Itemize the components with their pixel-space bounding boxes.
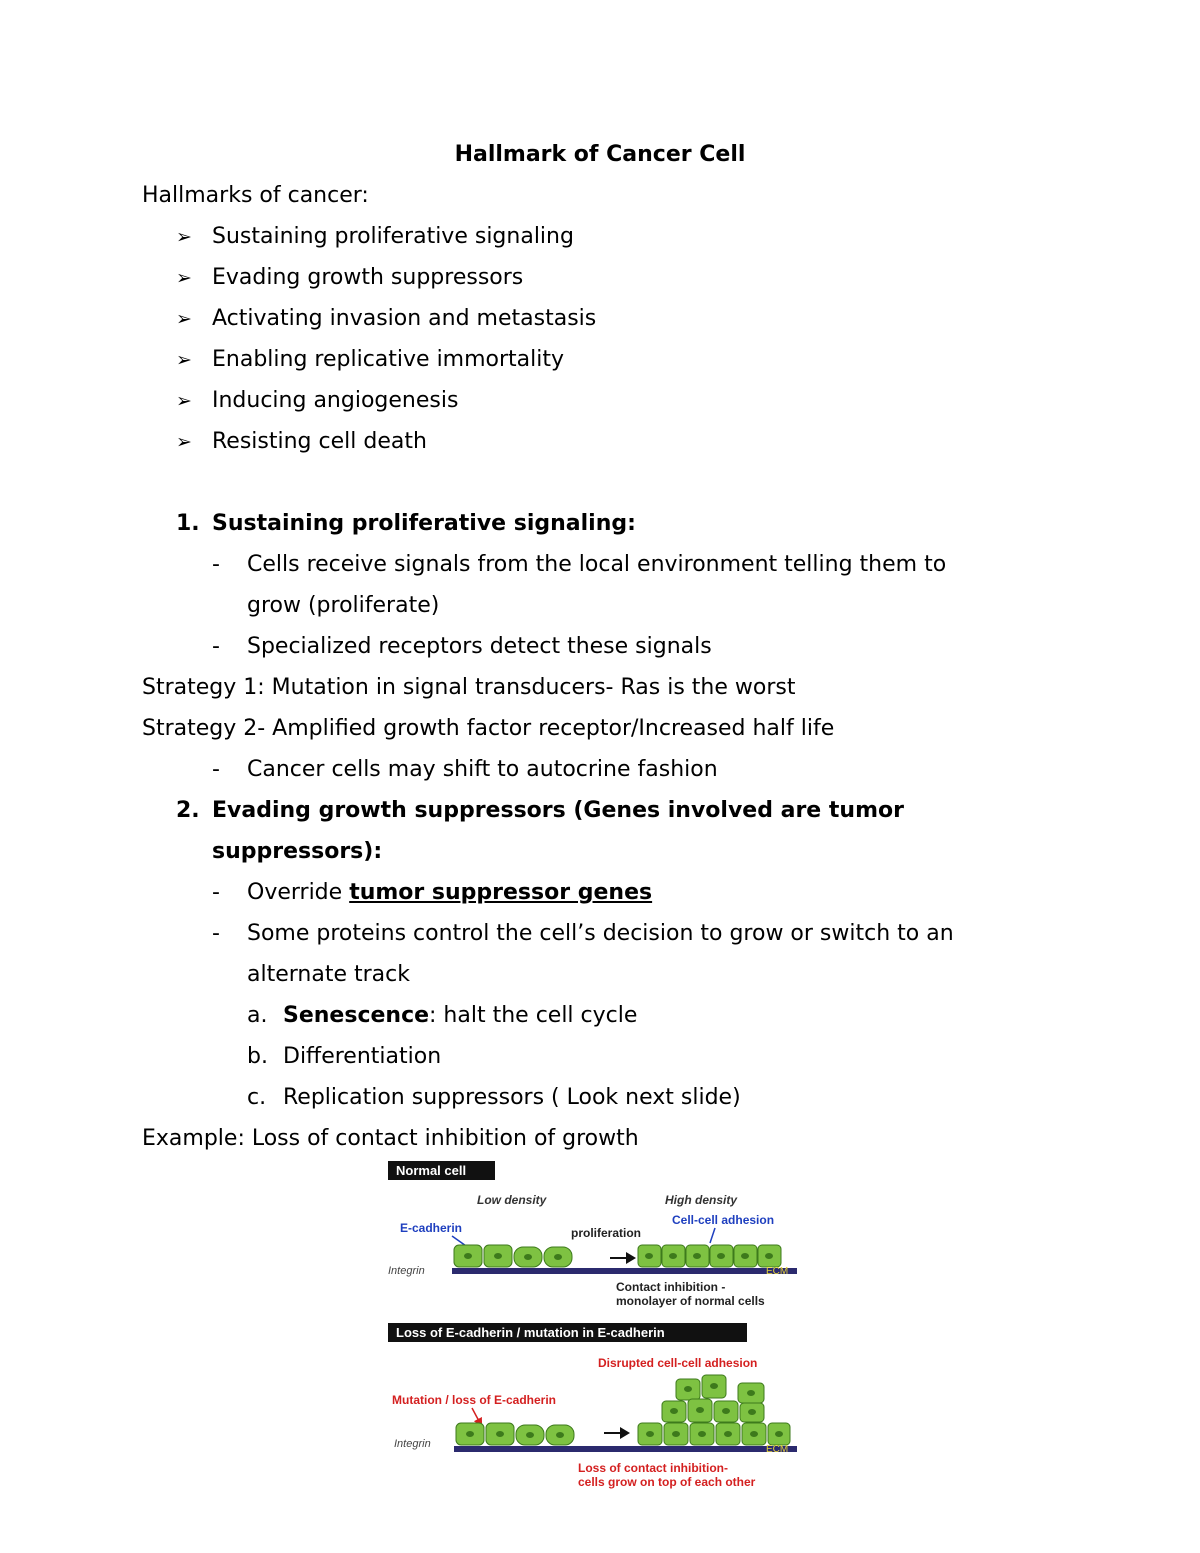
arrow-bullet-icon: ➢: [176, 431, 192, 453]
low-density-cells: [454, 1245, 572, 1267]
contact-inhibition-figure: [380, 1155, 810, 1495]
document-title: Hallmark of Cancer Cell: [454, 142, 746, 167]
loss-contact-line-1: Loss of contact inhibition-: [578, 1461, 728, 1475]
arrow-bullet-icon: ➢: [176, 349, 192, 371]
section-2-point-continued: alternate track: [247, 962, 410, 987]
tumor-suppressor-genes-term: tumor suppressor genes: [349, 880, 653, 905]
loss-contact-line-2: cells grow on top of each other: [578, 1475, 756, 1489]
ecm-bar: [452, 1268, 797, 1274]
section-1-point: Cells receive signals from the local environment telling them to: [247, 552, 947, 577]
strategy-2: Strategy 2- Amplified growth factor receptor/Increased half life: [142, 716, 835, 741]
growth-arrow-icon: [604, 1427, 630, 1439]
integrin-label: Integrin: [388, 1265, 425, 1277]
cell-cell-adhesion-label: Cell-cell adhesion: [672, 1213, 775, 1227]
arrow-bullet-icon: ➢: [176, 226, 192, 248]
hallmark-item: Activating invasion and metastasis: [212, 306, 597, 331]
subitem-replication: Replication suppressors ( Look next slide): [283, 1085, 741, 1110]
override-prefix: Override: [247, 880, 350, 905]
senescence-rest: : halt the cell cycle: [429, 1003, 638, 1028]
section-2-heading: Evading growth suppressors (Genes involved are tumor: [212, 798, 904, 823]
strategy-2-point: Cancer cells may shift to autocrine fashion: [247, 757, 718, 782]
subitem-letter: c.: [247, 1085, 267, 1110]
ecm-label-2: ECM: [766, 1444, 789, 1455]
section-1-point: Specialized receptors detect these signals: [247, 634, 712, 659]
integrin-label-2: Integrin: [394, 1438, 431, 1450]
hallmarks-intro: Hallmarks of cancer:: [142, 183, 369, 208]
high-density-label: High density: [665, 1193, 738, 1207]
dash-bullet: -: [212, 757, 220, 782]
subitem-senescence: [283, 1002, 637, 1030]
dash-bullet: -: [212, 634, 220, 659]
ecm-bar-2: [454, 1446, 797, 1452]
low-density-label: Low density: [477, 1193, 547, 1207]
subitem-letter: a.: [247, 1003, 268, 1028]
strategy-1: Strategy 1: Mutation in signal transducers- Ras is the worst: [142, 675, 796, 700]
hallmark-item: Inducing angiogenesis: [212, 388, 459, 413]
mutation-loss-label: Mutation / loss of E-cadherin: [392, 1393, 557, 1407]
ecm-label: ECM: [766, 1266, 789, 1277]
section-1-number: 1.: [176, 511, 200, 536]
contact-inhibition-line-2: monolayer of normal cells: [616, 1294, 765, 1308]
section-2-heading-continued: suppressors):: [212, 839, 383, 864]
hallmark-item: Enabling replicative immortality: [212, 347, 565, 372]
cell-cell-adhesion-pointer: [710, 1228, 715, 1243]
override-point: [247, 879, 652, 907]
subitem-differentiation: Differentiation: [283, 1044, 442, 1069]
hallmark-item: Evading growth suppressors: [212, 265, 524, 290]
hallmark-item: Sustaining proliferative signaling: [212, 224, 574, 249]
hallmark-item: Resisting cell death: [212, 429, 427, 454]
section-1-heading: Sustaining proliferative signaling:: [212, 511, 636, 536]
subitem-letter: b.: [247, 1044, 268, 1069]
dash-bullet: -: [212, 552, 220, 577]
panel-2-header: Loss of E-cadherin / mutation in E-cadherin: [396, 1325, 665, 1340]
arrow-bullet-icon: ➢: [176, 308, 192, 330]
dash-bullet: -: [212, 880, 220, 905]
mutation-pointer: [472, 1408, 480, 1423]
contact-inhibition-line-1: Contact inhibition -: [616, 1280, 726, 1294]
proliferation-arrow-icon: [610, 1252, 636, 1264]
dash-bullet: -: [212, 921, 220, 946]
section-2-number: 2.: [176, 798, 200, 823]
section-2-point: Some proteins control the cell’s decision to grow or switch to an: [247, 921, 954, 946]
example-line: Example: Loss of contact inhibition of growth: [142, 1126, 639, 1151]
mutant-low-density-cells: [456, 1423, 574, 1445]
arrow-bullet-icon: ➢: [176, 390, 192, 412]
high-density-cells: [638, 1245, 781, 1267]
disrupted-adhesion-label: Disrupted cell-cell adhesion: [598, 1356, 758, 1370]
senescence-term: Senescence: [283, 1003, 430, 1028]
proliferation-label: proliferation: [571, 1226, 642, 1240]
e-cadherin-label: E-cadherin: [400, 1221, 463, 1235]
arrow-bullet-icon: ➢: [176, 267, 192, 289]
section-1-point-continued: grow (proliferate): [247, 593, 440, 618]
panel-1-header: Normal cell: [396, 1163, 467, 1178]
stacked-cells: [638, 1375, 790, 1445]
